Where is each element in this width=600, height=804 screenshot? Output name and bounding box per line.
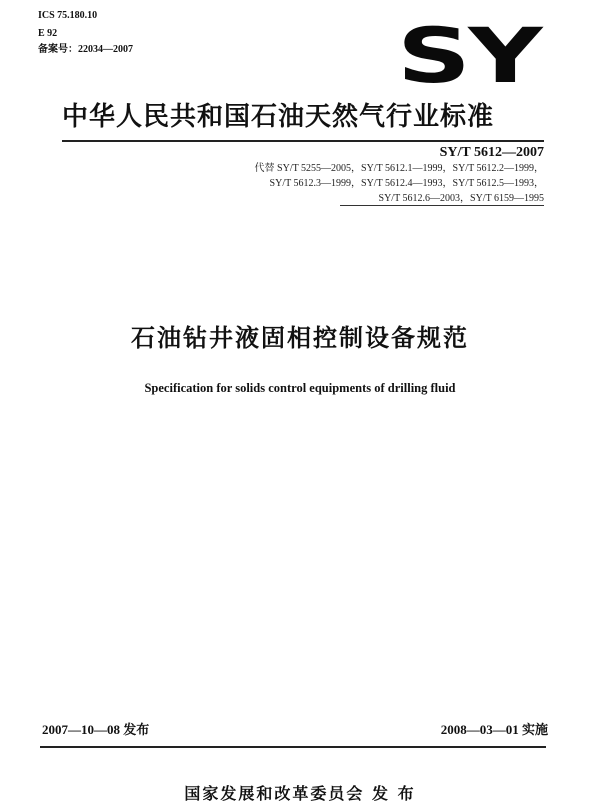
header-divider — [62, 140, 544, 142]
replaces-line: SY/T 5612.3—1999，SY/T 5612.4—1993，SY/T 5612.5—1993， — [269, 178, 544, 189]
standard-code: SY/T 5612—2007 — [439, 145, 544, 160]
replaces-list — [144, 161, 544, 206]
footer-divider — [40, 746, 546, 748]
replaces-line: 代替 SY/T 5255—2005，SY/T 5612.1—1999，SY/T 5612.2—1999， — [254, 163, 544, 174]
issue-date: 2007—10—08 发布 — [42, 722, 150, 737]
replaces-line: SY/T 5612.6—2003，SY/T 6159—1995 — [378, 193, 544, 204]
ics-code: ICS 75.180.10 — [38, 10, 98, 21]
issuing-authority: 国家发展和改革委员会 发 布 — [184, 784, 416, 803]
classification-code: E 92 — [38, 28, 58, 39]
record-number: 备案号：22034—2007 — [38, 44, 133, 55]
implementation-date: 2008—03—01 实施 — [440, 722, 548, 737]
sy-logo: SY — [397, 11, 540, 100]
standard-category-title: 中华人民共和国石油天然气行业标准 — [62, 102, 495, 132]
document-title-chinese: 石油钻井液固相控制设备规范 — [131, 324, 469, 352]
document-title-english: Specification for solids control equipments of drilling fluid — [144, 381, 456, 395]
replaces-underline — [340, 205, 544, 206]
